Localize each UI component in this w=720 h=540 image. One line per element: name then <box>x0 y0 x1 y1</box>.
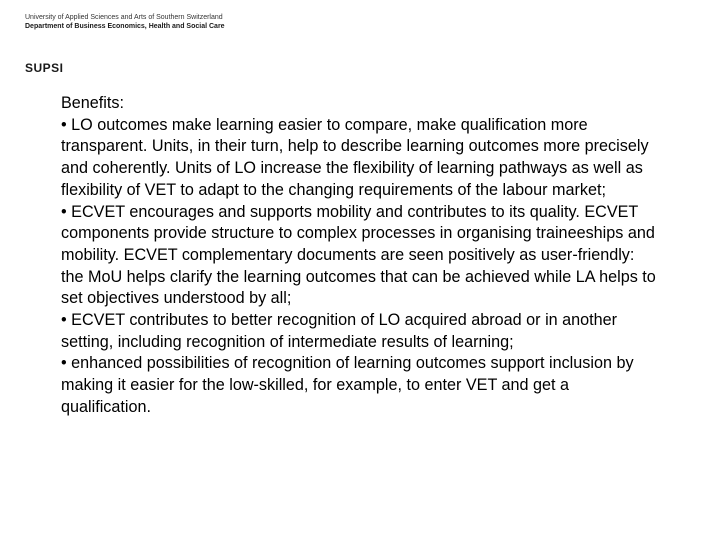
department-name: Department of Business Economics, Health and Social Care <box>25 23 225 30</box>
bullet-item: • enhanced possibilities of recognition of learning outcomes support inclusion by making it easier for the low-skilled, for example, to enter VET and get a qualification. <box>61 354 634 416</box>
supsi-logo: SUPSI <box>25 61 64 75</box>
bullet-item: • ECVET contributes to better recognition of LO acquired abroad or in another setting, including recognition of intermediate results of learning; <box>61 311 618 351</box>
institution-name: University of Applied Sciences and Arts of Southern Switzerland <box>25 14 223 21</box>
bullet-item: • LO outcomes make learning easier to compare, make qualification more transparent. Units, in their turn, help to describe learning outcomes more precisely and coherently. Units of LO increase the flexibility of learning pathways as well as flexibility of VET to adapt to the changing requirements of the labour market; <box>61 115 649 199</box>
institution-header <box>25 13 325 31</box>
bullet-item: • ECVET encourages and supports mobility and contributes to its quality. ECVET components provide structure to complex processes in organising traineeships and mobility. ECVET complementary documents are seen positively as user-friendly: the MoU helps clarify the learning outcomes that can be achieved while LA helps to set objectives understood by all; <box>61 202 656 308</box>
slide-heading: Benefits: <box>61 94 124 112</box>
slide-body <box>61 93 661 419</box>
